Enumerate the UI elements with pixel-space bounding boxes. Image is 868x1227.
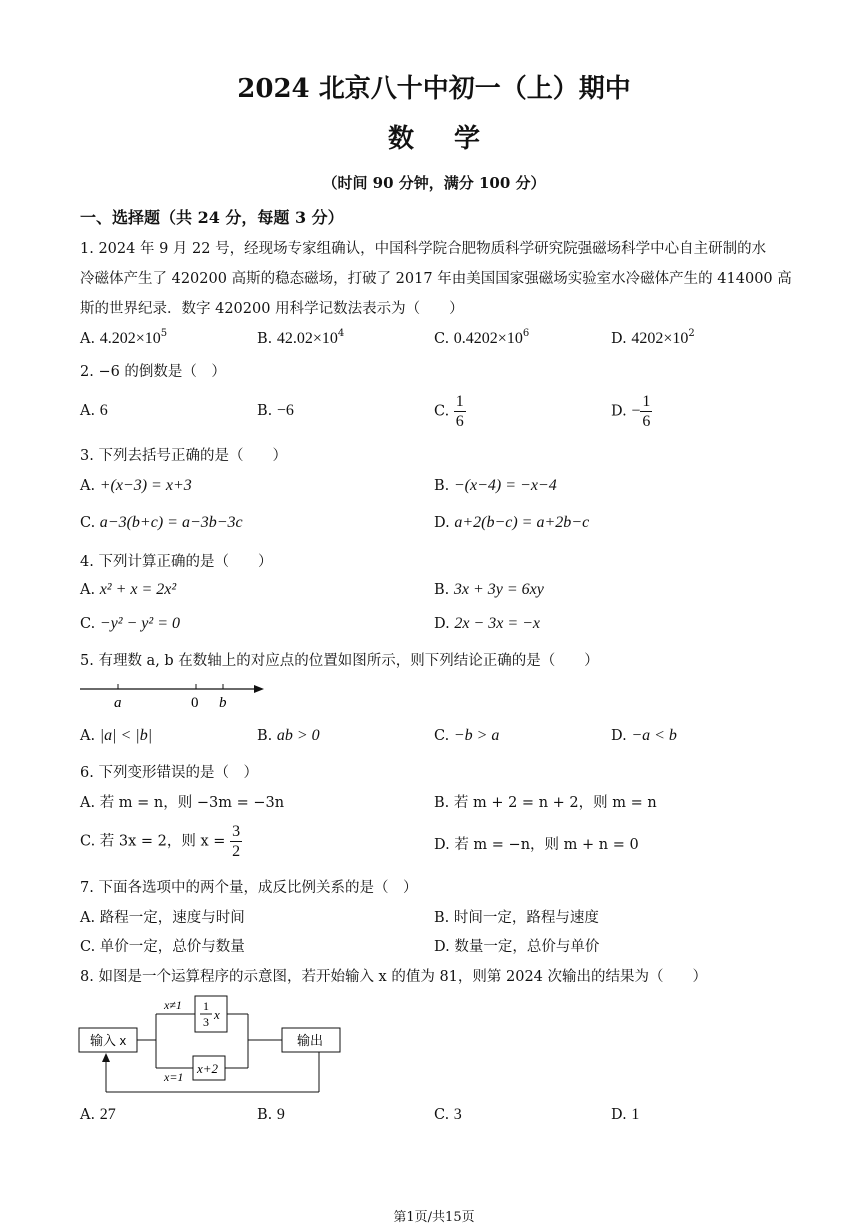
q2-option-c: C. $\frac{1}{6}$ bbox=[434, 393, 464, 430]
flowchart-figure bbox=[76, 992, 356, 1098]
q1-stem-line2: 冷磁体产生了 420200 高斯的稳态磁场，打破了 2017 年由美国国家强磁场实验室水冷磁体产生的 414000 高 bbox=[80, 271, 792, 287]
q4-option-a: A. x² + x = 2x² bbox=[80, 581, 177, 598]
q7-option-b: B. 时间一定，路程与速度 bbox=[434, 910, 599, 926]
q5-option-a: A. |a| < |b| bbox=[80, 727, 153, 744]
q3-option-d: D. a+2(b−c) = a+2b−c bbox=[434, 514, 590, 531]
q7-stem: 7. 下面各选项中的两个量，成反比例关系的是（ ） bbox=[80, 880, 418, 896]
condition-top: x≠1 bbox=[164, 998, 182, 1012]
q1-option-a: A. $4.202\times 10^5$ bbox=[80, 328, 168, 347]
condition-bottom: x=1 bbox=[164, 1070, 184, 1084]
q6-option-a: A. 若 m = n，则 −3m = −3n bbox=[80, 795, 285, 811]
number-line-arrow bbox=[254, 685, 264, 693]
box-bottom-label: x+2 bbox=[197, 1061, 219, 1076]
number-line-figure bbox=[78, 678, 268, 712]
q3-option-a: A. +(x−3) = x+3 bbox=[80, 477, 192, 494]
q4-stem: 4. 下列计算正确的是（ ） bbox=[80, 554, 273, 570]
q6-stem: 6. 下列变形错误的是（ ） bbox=[80, 765, 258, 781]
q6-option-d: D. 若 m = −n，则 m + n = 0 bbox=[434, 837, 639, 853]
label-b: b bbox=[219, 695, 227, 711]
q3-option-c: C. a−3(b+c) = a−3b−3c bbox=[80, 514, 243, 531]
q4-option-b: B. 3x + 3y = 6xy bbox=[434, 581, 544, 598]
paper-title: 2024 北京八十中初一（上）期中 bbox=[237, 74, 631, 104]
label-a: a bbox=[114, 695, 122, 711]
q4-option-c: C. −y² − y² = 0 bbox=[80, 615, 180, 632]
q6-option-b: B. 若 m + 2 = n + 2，则 m = n bbox=[434, 795, 657, 811]
q6-option-c: C. 若 3x = 2，则 x = $\frac{3}{2}$ bbox=[80, 823, 241, 860]
box-top-variable: x bbox=[214, 1007, 220, 1022]
q8-stem: 8. 如图是一个运算程序的示意图，若开始输入 x 的值为 81，则第 2024 次输出的结果为（ ） bbox=[80, 969, 708, 985]
q1-option-b: B. $42.02\times 10^4$ bbox=[257, 328, 345, 347]
q2-option-b: B. −6 bbox=[257, 402, 294, 419]
feedback-arrow bbox=[102, 1053, 110, 1062]
q1-option-c: C. $0.4202\times 10^6$ bbox=[434, 328, 530, 347]
q8-option-a: A. 27 bbox=[80, 1106, 116, 1123]
section-heading: 一、选择题（共 24 分，每题 3 分） bbox=[80, 208, 344, 227]
q3-stem: 3. 下列去括号正确的是（ ） bbox=[80, 448, 287, 464]
q7-option-a: A. 路程一定，速度与时间 bbox=[80, 910, 245, 926]
q5-option-d: D. −a < b bbox=[611, 727, 677, 744]
box-top-denominator: 3 bbox=[203, 1015, 209, 1029]
output-label: 输出 bbox=[297, 1033, 324, 1048]
q8-option-b: B. 9 bbox=[257, 1106, 285, 1123]
q3-option-b: B. −(x−4) = −x−4 bbox=[434, 477, 557, 494]
label-0: 0 bbox=[191, 695, 199, 711]
time-note: （时间 90 分钟，满分 100 分） bbox=[322, 174, 546, 192]
q1-stem-line1: 1. 2024 年 9 月 22 号，经现场专家组确认，中国科学院合肥物质科学研究院强磁场科学中心自主研制的水 bbox=[80, 241, 767, 257]
q7-option-c: C. 单价一定，总价与数量 bbox=[80, 939, 245, 955]
q8-option-c: C. 3 bbox=[434, 1106, 462, 1123]
q4-option-d: D. 2x − 3x = −x bbox=[434, 615, 541, 632]
subject-title: 数学 bbox=[387, 124, 520, 154]
input-label: 输入 x bbox=[90, 1033, 127, 1048]
q1-option-d: D. $4202\times 10^2$ bbox=[611, 328, 695, 347]
q2-option-d: D. − $\frac{1}{6}$ bbox=[611, 393, 651, 430]
box-top-numerator: 1 bbox=[203, 999, 209, 1013]
q5-stem: 5. 有理数 a, b 在数轴上的对应点的位置如图所示，则下列结论正确的是（ ） bbox=[80, 653, 599, 669]
q2-stem: 2. −6 的倒数是（ ） bbox=[80, 364, 226, 380]
q7-option-d: D. 数量一定，总价与单价 bbox=[434, 939, 600, 955]
q1-stem-line3: 斯的世界纪录．数字 420200 用科学记数法表示为（ ） bbox=[80, 301, 464, 317]
q2-option-a: A. 6 bbox=[80, 402, 108, 419]
q8-option-d: D. 1 bbox=[611, 1106, 640, 1123]
q5-option-b: B. ab > 0 bbox=[257, 727, 320, 744]
page-number: 第1页/共15页 bbox=[393, 1210, 475, 1225]
q5-option-c: C. −b > a bbox=[434, 727, 500, 744]
